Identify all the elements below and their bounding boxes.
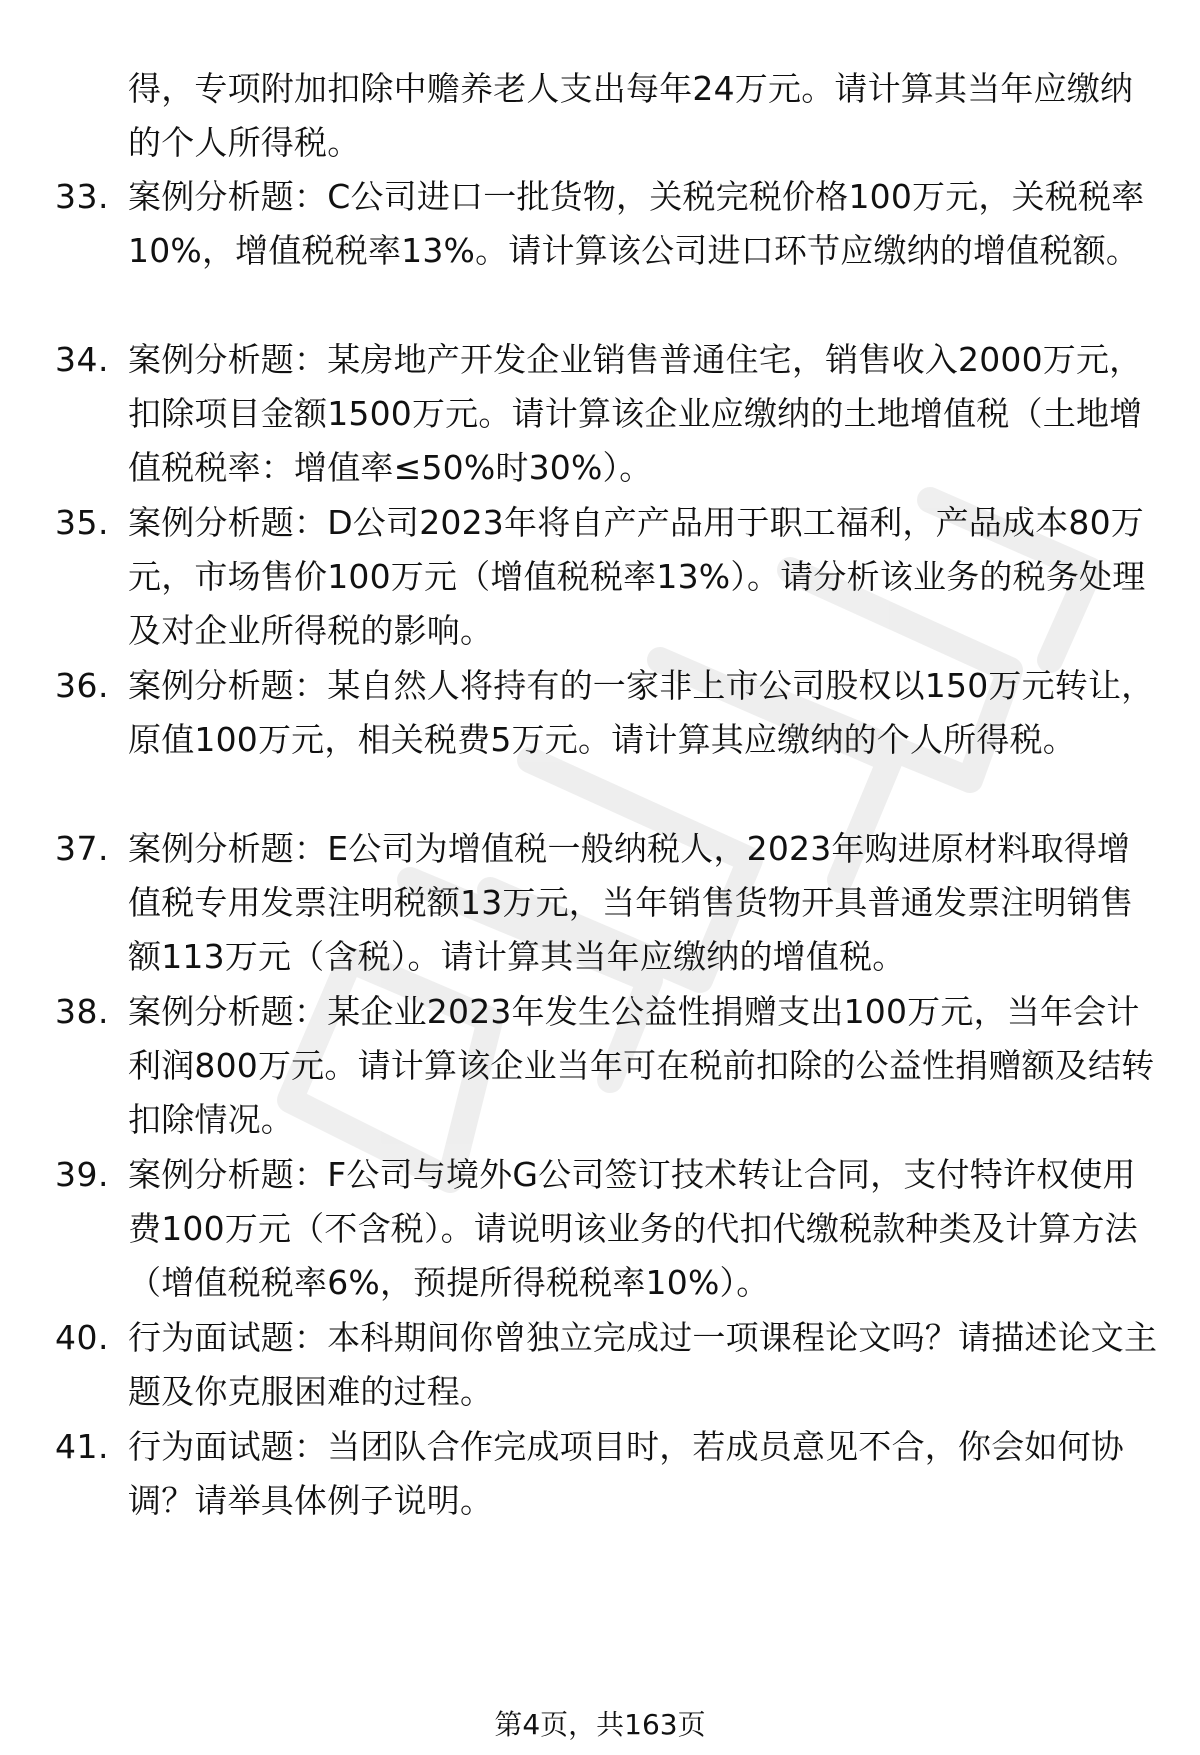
question-text: 案例分析题：E公司为增值税一般纳税人，2023年购进原材料取得增值税专用发票注明税额13万元，当年销售货物开具普通发票注明销售额113万元（含税）。请计算其当年应缴纳的增值税。 (128, 829, 1134, 976)
question-number: 33. (55, 177, 109, 216)
question-number: 41. (55, 1427, 109, 1466)
question-number: 37. (55, 829, 109, 868)
question-text: 案例分析题：某房地产开发企业销售普通住宅，销售收入2000万元，扣除项目金额1500万元。请计算该企业应缴纳的土地增值税（土地增值税税率：增值率≤50%时30%）。 (128, 340, 1143, 487)
question-text: 案例分析题：D公司2023年将自产产品用于职工福利，产品成本80万元，市场售价100万元（增值税税率13%）。请分析该业务的税务处理及对企业所得税的影响。 (128, 503, 1146, 650)
question-number: 34. (55, 340, 109, 379)
question-number: 39. (55, 1155, 109, 1194)
question-text: 行为面试题：本科期间你曾独立完成过一项课程论文吗？请描述论文主题及你克服困难的过程。 (128, 1318, 1158, 1411)
question-number: 38. (55, 992, 109, 1031)
question-number: 40. (55, 1318, 109, 1357)
continuation-text: 得，专项附加扣除中赡养老人支出每年24万元。请计算其当年应缴纳的个人所得税。 (128, 69, 1134, 162)
page-footer: 第4页，共163页 (494, 1708, 706, 1741)
question-text: 案例分析题：某企业2023年发生公益性捐赠支出100万元，当年会计利润800万元。请计算该企业当年可在税前扣除的公益性捐赠额及结转扣除情况。 (128, 992, 1155, 1139)
question-number: 35. (55, 503, 109, 542)
question-text: 案例分析题：某自然人将持有的一家非上市公司股权以150万元转让，原值100万元，相关税费5万元。请计算其应缴纳的个人所得税。 (128, 666, 1155, 759)
question-text: 案例分析题：F公司与境外G公司签订技术转让合同，支付特许权使用费100万元（不含税）。请说明该业务的代扣代缴税款种类及计算方法（增值税税率6%，预提所得税税率10%）。 (128, 1155, 1138, 1302)
question-number: 36. (55, 666, 109, 705)
question-text: 案例分析题：C公司进口一批货物，关税完税价格100万元，关税税率10%，增值税税率13%。请计算该公司进口环节应缴纳的增值税额。 (128, 177, 1145, 270)
question-text: 行为面试题：当团队合作完成项目时，若成员意见不合，你会如何协调？请举具体例子说明。 (128, 1427, 1124, 1520)
